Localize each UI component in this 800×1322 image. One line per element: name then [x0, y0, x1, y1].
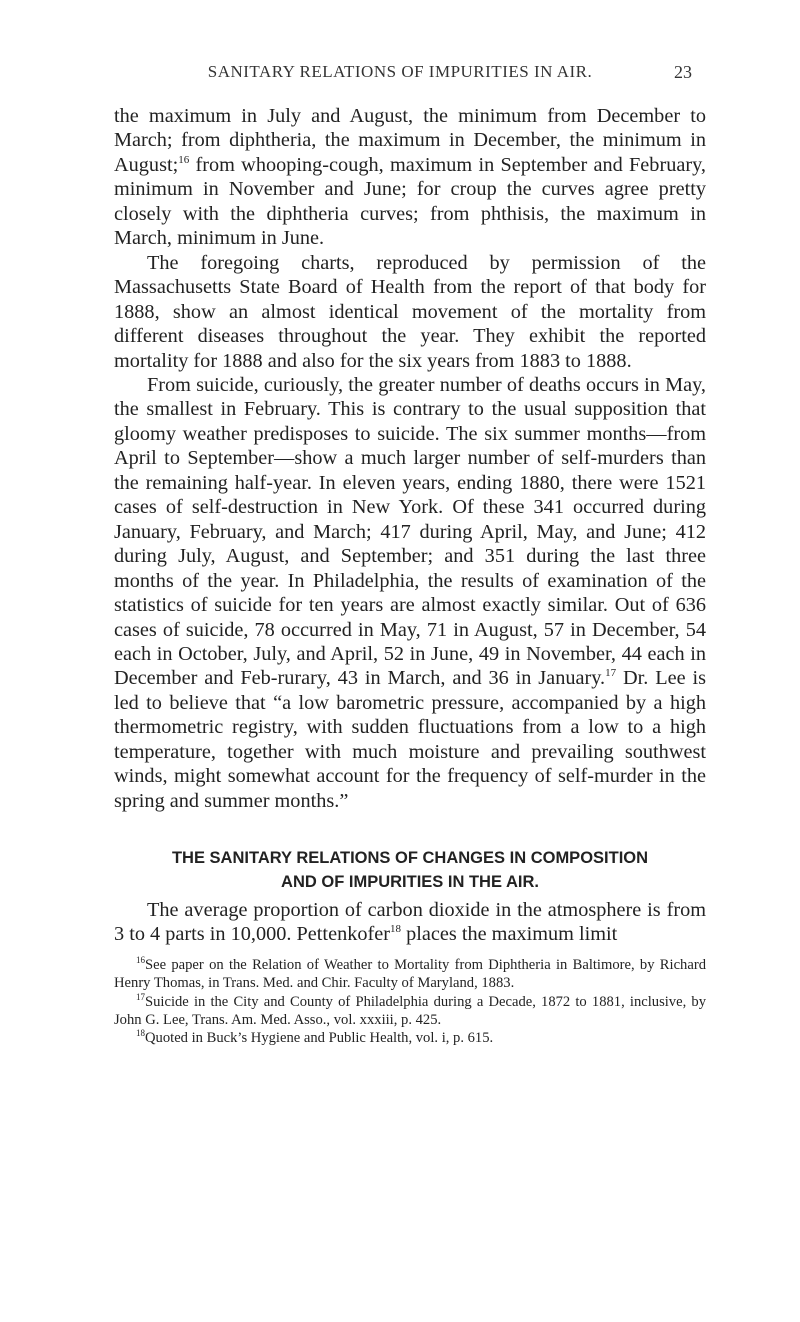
footnote-number: 18: [136, 1028, 145, 1039]
running-head-title: SANITARY RELATIONS OF IMPURITIES IN AIR.: [207, 62, 593, 81]
footnote-text: See paper on the Relation of Weather to Mortality from Diphtheria in Baltimore, by Richard Henry Thomas, in Trans. Med. and Chir. Faculty of Maryland, 1883.: [114, 957, 706, 992]
section-heading-line: THE SANITARY RELATIONS OF CHANGES IN COMPOSITION: [171, 849, 649, 867]
paragraph-text: places the maximum limit: [401, 923, 618, 946]
body-text: [114, 104, 706, 813]
footnotes: [114, 956, 706, 1047]
page-number: 23: [674, 62, 692, 82]
footnote-ref: 16: [178, 153, 190, 166]
paragraph-text: The average proportion of carbon dioxide in the atmosphere is from 3 to 4 parts in 10,000. Pettenkofer: [114, 899, 706, 946]
paragraph: [114, 104, 706, 251]
footnote-text: Suicide in the City and County of Philadelphia during a Decade, 1872 to 1881, inclusive, by John G. Lee, Trans. Am. Med. Asso., vol. xxxiii, p. 425.: [114, 993, 706, 1028]
footnote-text: Quoted in Buck’s Hygiene and Public Health, vol. i, p. 615.: [145, 1030, 494, 1047]
paragraph-text: the maximum in July and August, the minimum from December to March; from diphtheria, the maximum in December, the minimum in August;: [114, 105, 706, 176]
paragraph-text: From suicide, curiously, the greater number of deaths occurs in May, the smallest in February. This is contrary to the usual supposition that gloomy weather predisposes to suicide. The six summer months—from April to September—show a much larger number of self-murders than the remaining half-year. In eleven years, ending 1880, there were 1521 cases of self-destruction in New York. Of these 341 occurred during January, February, and March; 417 during April, May, and June; 412 during July, August, and September; and 351 during the last three months of the year. In Philadelphia, the results of examination of the statistics of suicide for ten years are almost exactly similar. Out of 636 cases of suicide, 78 occurred in May, 71 in August, 57 in December, 54 each in October, July, and April, 52 in June, 49 in November, 44 each in December and Feb-rurary, 43 in March, and 36 in January.: [114, 373, 706, 690]
paragraph-text: Dr. Lee is led to believe that “a low barometric pressure, accompanied by a high thermometric registry, with sudden fluctuations from a low to a high temperature, together with much moisture and prevailing southwest winds, might somewhat account for the frequency of self-murder in the spring and summer months.”: [114, 667, 707, 812]
footnote: [114, 1029, 706, 1047]
paragraph: [114, 898, 706, 947]
section-body: [114, 898, 706, 947]
section-heading-line: AND OF IMPURITIES IN THE AIR.: [281, 873, 539, 891]
footnote: [114, 993, 706, 1030]
footnote-number: 16: [136, 955, 145, 965]
paragraph-text: from whooping-cough, maximum in September and February, minimum in November and June; for croup the curves agree pretty closely with the diphtheria curves; from phthisis, the maximum in March, minimum in June.: [114, 153, 706, 250]
paragraph: The foregoing charts, reproduced by permission of the Massachusetts State Board of Health from the report of that body for 1888, show an almost identical movement of the mortality from different diseases throughout the year. They exhibit the reported mortality for 1888 and also for the six years from 1883 to 1888.: [114, 251, 706, 372]
footnote-ref: 18: [390, 923, 402, 936]
running-head: [0, 62, 800, 86]
paragraph: [114, 373, 706, 813]
footnote: [114, 956, 706, 993]
footnote-number: 17: [136, 991, 145, 1002]
section-heading: [114, 846, 706, 894]
footnote-ref: 17: [605, 667, 617, 680]
